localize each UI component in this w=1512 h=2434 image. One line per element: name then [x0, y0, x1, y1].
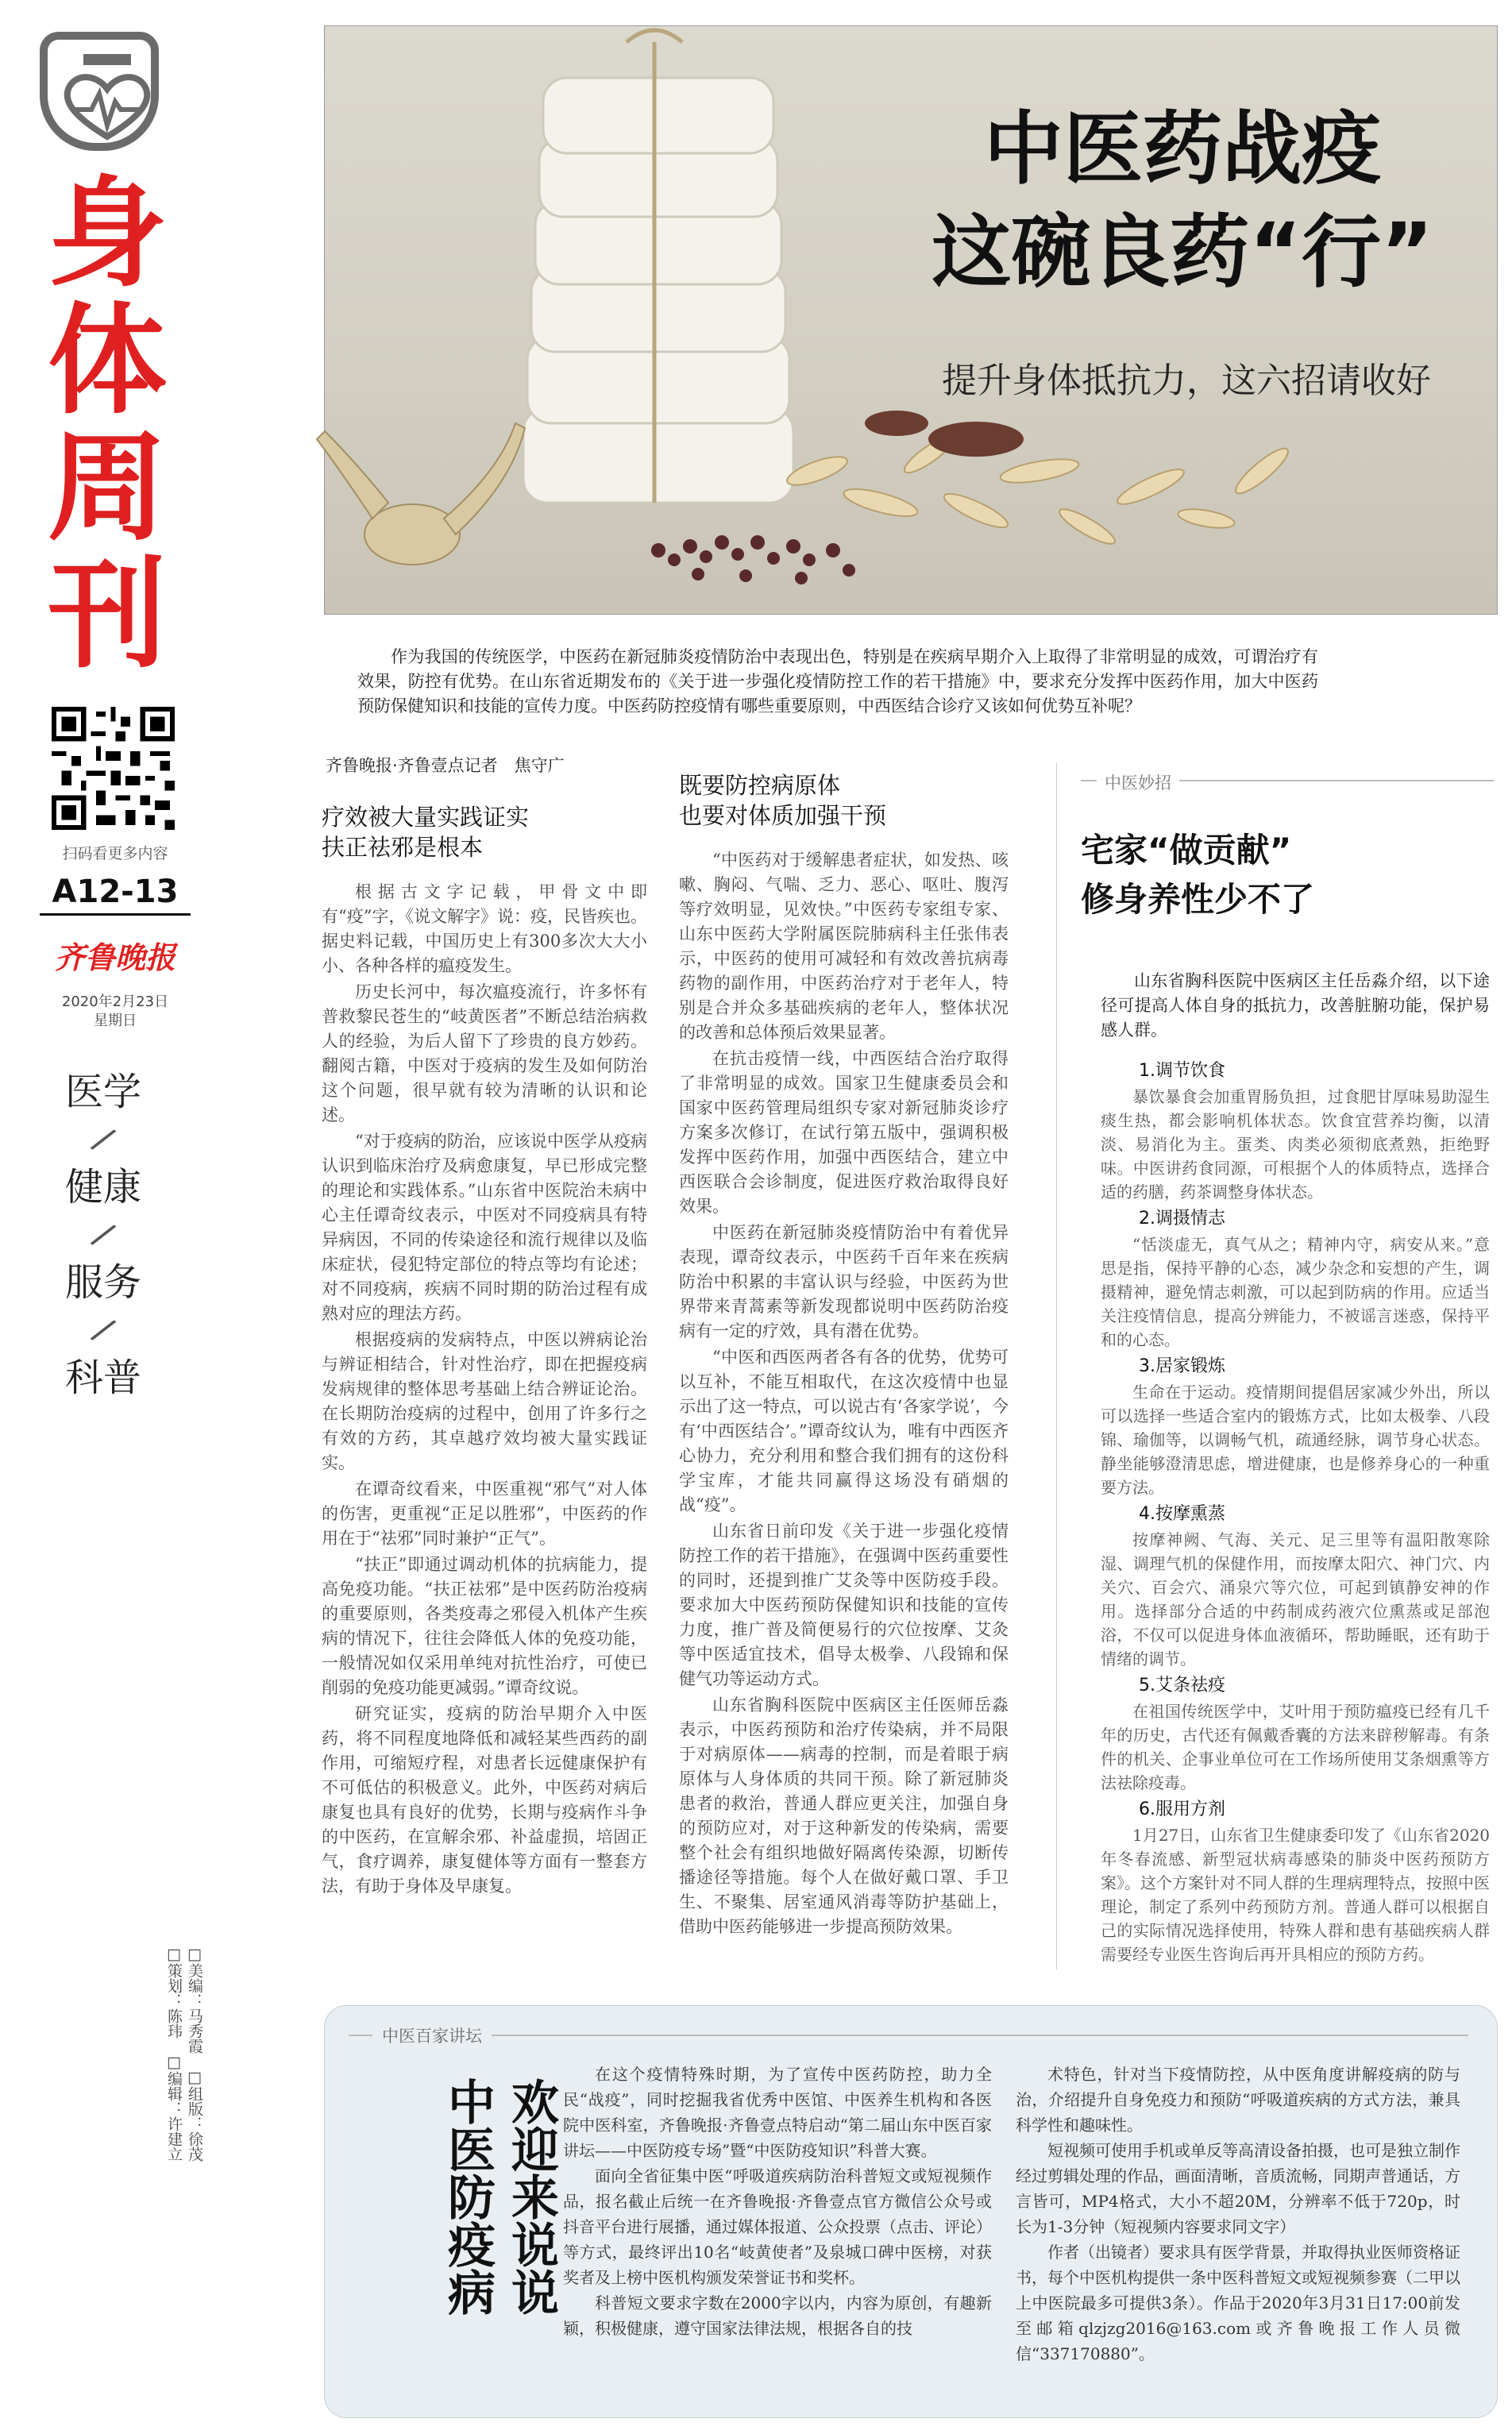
qr-caption: 扫码看更多内容: [62, 845, 168, 862]
slash-divider: /: [87, 1310, 120, 1350]
paragraph: “对于疫病的防治，应该说中医学从疫病认识到临床治疗及病愈康复，早已形成完整的理论和实践体系。”山东省中医院治未病中心主任谭奇纹表示，中医对不同疫病具有特异病因，不同的传染途径和流行规律以及临床症状，侵犯特定部位的特点等均有论述；对不同疫病，疾病不同时期的防治过程有成熟对应的理法方药。: [322, 1132, 647, 1323]
paragraph: 在谭奇纹看来，中医重视“邪气”对人体的伤害，更重视“正足以胜邪”，中医药的作用在于“祛邪”同时兼护“正气”。: [322, 1479, 647, 1548]
newspaper-logo: 齐鲁晚报: [54, 939, 176, 975]
tip-text: 生命在于运动。疫情期间提倡居家减少外出，所以可以选择一些适合室内的锻炼方式，比如太极拳、八段锦、瑜伽等，以调畅气机，疏通经脉，调节身心状态。静坐能够澄清思虑，增进健康，也是修养身心的一种重要方法。: [1101, 1383, 1490, 1497]
date-text: 2020年2月23日: [61, 993, 169, 1010]
editor-credits: □美编：马秀霞 □组版：徐茂 □策划：陈玮 □编辑：许建立: [165, 1946, 203, 2177]
sidebar-title: 宅家“做贡献” 修身养性少不了: [1081, 831, 1315, 919]
intro-paragraph: 作为我国的传统医学，中医药在新冠肺炎疫情防治中表现出色，特别是在疾病早期介入上取得了非常明显的成效，可谓治疗有效果，防控有优势。在山东省近期发布的《关于进一步强化疫情防控工作的若干措施》中，要求充分发挥中医药作用，加大中医药预防保健知识和技能的宣传力度。中医药防控疫情有哪些重要原则，中西医结合诊疗又该如何优势互补呢？: [357, 647, 1318, 716]
tip-heading: 6.服用方剂: [1139, 1799, 1225, 1819]
headline-line: 这碗良药“行”: [932, 206, 1433, 299]
tips-sidebar: [1056, 762, 1501, 1969]
sidebar-lead: 山东省胸科医院中医病区主任岳淼介绍，以下途径可提高人体自身的抵抗力，改善脏腑功能，保护易感人群。: [1101, 971, 1490, 1040]
tip-heading: 3.居家锻炼: [1139, 1356, 1225, 1376]
paragraph: 在抗击疫情一线，中西医结合治疗取得了非常明显的成效。国家卫生健康委员会和国家中医药管理局组织专家对新冠肺炎诊疗方案多次修订，在试行第五版中，强调积极发挥中医药作用，加强中西医结合，建立中西医联合会诊制度，促进医疗救治取得良好效果。: [679, 1049, 1009, 1216]
byline: 齐鲁晚报·齐鲁壹点记者 焦守广: [326, 756, 565, 775]
section-heading: 疗效被大量实践证实 扶正祛邪是根本: [322, 804, 530, 861]
paragraph: 面向全省征集中医“呼吸道疾病防治科普短文或短视频作品，报名截止后统一在齐鲁晚报·齐鲁壹点官方微信公众号或抖音平台进行展播，通过媒体报道、公众投票（点击、评论）等方式，最终评出10名“岐黄使者”及泉城口碑中医榜，对获奖者及上榜中医机构颁发荣誉证书和奖杯。: [563, 2166, 992, 2287]
article-section-2: [679, 762, 1009, 1936]
paragraph: “扶正”即通过调动机体的抗病能力，提高免疫功能。“扶正祛邪”是中医药防治疫病的重要原则，各类疫毒之邪侵入机体产生疾病的情况下，往往会降低人体的免疫功能，一般情况如仅采用单纯对抗性治疗，可使已削弱的免疫功能更减弱。”谭奇纹说。: [322, 1555, 647, 1697]
channel-item: 服务: [64, 1260, 141, 1305]
paragraph: 短视频可使用手机或单反等高清设备拍摄，也可是独立制作经过剪辑处理的作品，画面清晰，音质流畅，同期声普通话，方言皆可，MP4格式，大小不超20M，分辨率不低于720p，时长为1-3分钟（短视频内容要求同文字）: [1016, 2141, 1460, 2236]
tip-heading: 2.调摄情志: [1139, 1209, 1225, 1229]
section-heading: 既要防控病原体 也要对体质加强干预: [679, 772, 887, 829]
paragraph: 山东省日前印发《关于进一步强化疫情防控工作的若干措施》，在强调中医药重要性的同时，还提到推广艾灸等中医防疫手段。要求加大中医药预防保健知识和技能的宣传力度，推广普及简便易行的穴位按摩、艾灸等中医适宜技术，倡导太极拳、八段锦和保健气功等运动方式。: [679, 1522, 1009, 1688]
slash-divider: /: [87, 1119, 120, 1159]
paragraph: 根据古文字记载，甲骨文中即有“疫”字，《说文解字》说：疫，民皆疾也。据史料记载，中国历史上有300多次大大小小、各种各样的瘟疫发生。: [322, 882, 647, 975]
article-section-1: [322, 794, 647, 1922]
headline-line: 中医药战疫: [984, 102, 1381, 195]
main-headline: [897, 98, 1468, 304]
page-number: A12-13: [40, 874, 191, 916]
box-column: [1016, 2062, 1460, 2403]
paragraph: “中医和西医两者各有各的优势，优势可以互补，不能互相取代，在这次疫情中也显示出了这一特点，可以说古有‘各家学说’，今有‘中西医结合’。”谭奇纹认为，唯有中西医齐心协力，充分利用和整合我们拥有的这份科学宝库，才能共同赢得这场没有硝烟的战“疫”。: [679, 1348, 1009, 1514]
weekday-text: 星期日: [94, 1013, 137, 1029]
paragraph: “中医药对于缓解患者症状，如发热、咳嗽、胸闷、气喘、乏力、恶心、呕吐、腹泻等疗效明显，见效快。”中医药专家组专家、山东中医药大学附属医院肺病科主任张伟表示，中医药的使用可减轻和有效改善抗病毒药物的副作用，中医药治疗对于老年人，特别是合并众多基础疾病的老年人，整体状况的改善和总体预后效果显著。: [679, 851, 1009, 1042]
tip-heading: 4.按摩熏蒸: [1139, 1504, 1225, 1524]
divider: [349, 2035, 1468, 2036]
forum-announcement-box: [324, 2005, 1498, 2418]
paragraph: 研究证实，疫病的防治早期介入中医药，将不同程度地降低和减轻某些西药的副作用，可缩短疗程，对患者长远健康保护有不可低估的积极意义。此外，中医药对病后康复也具有良好的优势，长期与疫病作斗争的中医药，在宣解余邪、补益虚损，培固正气，食疗调养，康复健体等方面有一整套方法，有助于身体及早康复。: [322, 1704, 647, 1896]
tip-heading: 5.艾条祛疫: [1139, 1676, 1225, 1695]
tip-text: 按摩神阙、气海、关元、足三里等有温阳散寒除湿、调理气机的保健作用，而按摩太阳穴、神门穴、内关穴、百会穴、涌泉穴等穴位，可起到镇静安神的作用。选择部分合适的中药制成药液穴位熏蒸或足部泡浴，不仅可以促进身体血液循环，帮助睡眠，还有助于情绪的调节。: [1101, 1530, 1490, 1668]
column-title: 身 体 周 刊: [47, 165, 167, 685]
channel-item: 健康: [64, 1165, 141, 1209]
paragraph: 科普短文要求字数在2000字以内，内容为原创，有趣新颖，积极健康，遵守国家法律法规，根据各自的技: [563, 2293, 992, 2338]
subheadline: 提升身体抵抗力，这六招请收好: [942, 361, 1431, 401]
paragraph: 作者（出镜者）要求具有医学背景，并取得执业医师资格证书，每个中医机构提供一条中医科普短文或短视频参赛（二甲以上中医院最多可提供3条）。作品于2020年3月31日17:00前发至邮箱qlzjzg2016@163.com或齐鲁晚报工作人员微信“337170880”。: [1016, 2243, 1460, 2363]
sidebar-tag: 中医妙招: [1097, 770, 1179, 794]
paragraph: 历史长河中，每次瘟疫流行，许多怀有普救黎民苍生的“岐黄医者”不断总结治病救人的经验，为后人留下了珍贵的良方妙药。翻阅古籍，中医对于疫病的发生及如何防治这个问题，很早就有较为清晰的认识和论述。: [322, 982, 647, 1124]
paragraph: 在这个疫情特殊时期，为了宣传中医药防控，助力全民“战疫”，同时挖掘我省优秀中医馆、中医养生机构和各医院中医科室，齐鲁晚报·齐鲁壹点特启动“第二届山东中医百家讲坛——中医防疫专场”暨“中医防疫知识”科普大赛。: [563, 2065, 992, 2160]
tip-text: 在祖国传统医学中，艾叶用于预防瘟疫已经有几千年的历史，古代还有佩戴香囊的方法来辟秽解毒。有条件的机关、企事业单位可在工作场所使用艾条烟熏等方法祛除疫毒。: [1101, 1702, 1490, 1792]
tip-text: 1月27日，山东省卫生健康委印发了《山东省2020年冬春流感、新型冠状病毒感染的肺炎中医药预防方案》。这个方案针对不同人群的生理病理特点，按照中医理论，制定了系列中药预防方剂。普通人群可以根据自己的实际情况选择使用，特殊人群和患有基础疾病人群需要经专业医生咨询后再开具相应的预防方药。: [1101, 1826, 1490, 1964]
tip-text: “恬淡虚无，真气从之；精神内守，病安从来。”意思是指，保持平静的心态，减少杂念和妄想的产生，调摄精神，避免情志刺激，可以起到防病的作用。应适当关注疫情信息，提高分辨能力，不被谣言迷惑，保持平和的心态。: [1101, 1235, 1490, 1349]
channel-item: 医学: [64, 1070, 141, 1114]
issue-date: [44, 993, 187, 1031]
hero-photo: [324, 25, 1498, 615]
slash-divider: /: [87, 1214, 120, 1255]
paragraph: 术特色，针对当下疫情防控，从中医角度讲解疫病的防与治，介绍提升自身免疫力和预防“呼吸道疾病的方式方法，兼具科学性和趣味性。: [1016, 2065, 1460, 2135]
paragraph: 中医药在新冠肺炎疫情防治中有着优异表现，谭奇纹表示，中医药千百年来在疾病防治中积累的丰富认识与经验，中医药为世界带来青蒿素等新发现都说明中医药防治疫病有一定的疗效，具有潜在优势。: [679, 1223, 1009, 1340]
channel-item: 科普: [64, 1356, 141, 1400]
health-heart-icon: [40, 32, 159, 151]
tip-heading: 1.调节饮食: [1139, 1061, 1225, 1081]
paragraph: 根据疫病的发病特点，中医以辨病论治与辨证相结合，针对性治疗，即在把握疫病发病规律的整体思考基础上结合辨证论治。在长期防治疫病的过程中，创用了许多行之有效的方药，其卓越疗效均被大量实践证实。: [322, 1330, 647, 1472]
masthead: [0, 0, 203, 2434]
box-title: 欢迎来说说 中医防疫病: [440, 2077, 559, 2316]
box-column: [563, 2062, 992, 2403]
paragraph: 山东省胸科医院中医病区主任医师岳淼表示，中医药预防和治疗传染病，并不局限于对病原体——病毒的控制，而是着眼于病原体与人身体质的共同干预。除了新冠肺炎患者的救治，普通人群应更关注，加强自身的预防应对，对于这种新发的传染病，需要整个社会有组织地做好隔离传染源，切断传播途径等措施。每个人在做好戴口罩、手卫生、不聚集、居室通风消毒等防护基础上，借助中医药能够进一步提高预防效果。: [679, 1695, 1009, 1936]
box-tag: 中医百家讲坛: [372, 2023, 492, 2047]
tip-text: 暴饮暴食会加重胃肠负担，过食肥甘厚味易助湿生痰生热，都会影响机体状态。饮食宜营养均衡，以清淡、易消化为主。蛋类、肉类必须彻底煮熟，拒绝野味。中医讲药食同源，可根据个人的体质特点，选择合适的药膳，药茶调整身体状态。: [1101, 1087, 1490, 1202]
tips-list: [1101, 1056, 1490, 1964]
channel-list: [48, 1068, 159, 1402]
qr-code[interactable]: [52, 707, 175, 830]
